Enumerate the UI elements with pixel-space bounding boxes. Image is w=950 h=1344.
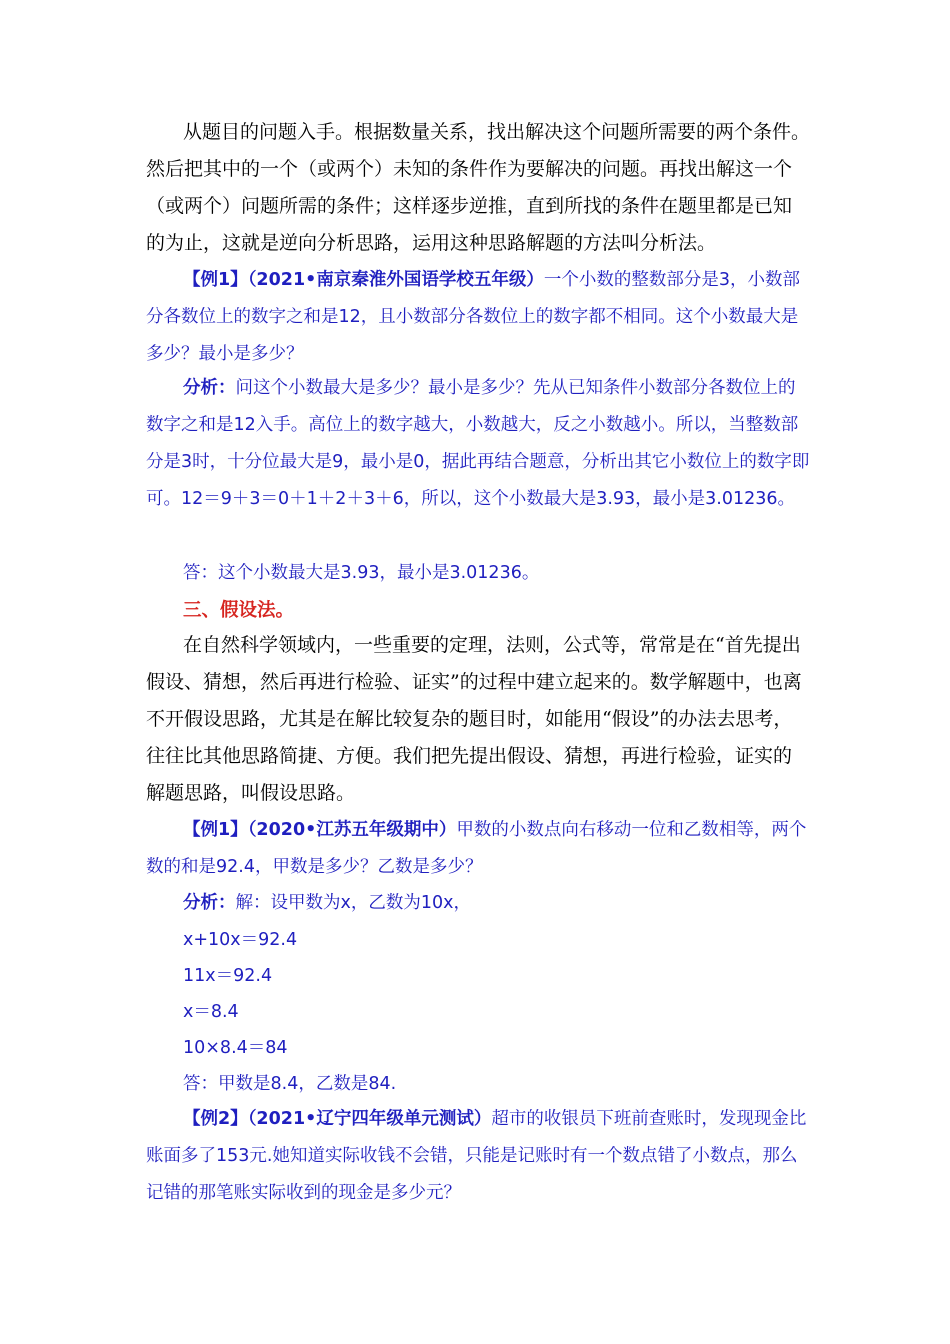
example-1b — [146, 812, 810, 886]
example-tag: 【例1】 — [183, 270, 248, 290]
example-1a — [146, 262, 810, 373]
example-question: 超市的收银员下班前查账时，发现现金比账面多了153元.她知道实际收钱不会错，只能是记账时有一个数点错了小数点，那么记错的那笔账实际收到的现金是多少元？ — [146, 1109, 807, 1203]
intro-paragraph: 从题目的问题入手。根据数量关系，找出解决这个问题所需要的两个条件。然后把其中的一个（或两个）未知的条件作为要解决的问题。再找出解这一个（或两个）问题所需的条件；这样逐步逆推，直到所找的条件在题里都是已知的为止，这就是逆向分析思路，运用这种思路解题的方法叫分析法。 — [146, 121, 811, 254]
example-tag: 【例2】 — [183, 1109, 248, 1129]
example-tag: 【例1】 — [183, 820, 248, 840]
answer-1b: 答：甲数是8.4，乙数是84. — [183, 1074, 397, 1094]
analysis-1b — [146, 885, 810, 922]
analysis-1a — [146, 370, 810, 518]
analysis-text: 解：设甲数为x，乙数为10x， — [235, 893, 471, 913]
hypothesis-paragraph: 在自然科学领域内，一些重要的定理，法则，公式等，常常是在“首先提出假设、猜想，然后再进行检验、证实”的过程中建立起来的。数学解题中，也离不开假设思路，尤其是在解比较复杂的题目时，如能用“假设”的办法去思考，往往比其他思路简捷、方便。我们把先提出假设、猜想，再进行检验，证实的解题思路，叫假设思路。 — [146, 634, 802, 804]
analysis-label: 分析： — [183, 378, 236, 398]
example-2 — [146, 1101, 810, 1212]
analysis-text: 问这个小数最大是多少？最小是多少？先从已知条件小数部分各数位上的数字之和是12入手。高位上的数字越大，小数越大，反之小数越小。所以，当整数部分是3时，十分位最大是9，最小是0，据此再结合题意，分析出其它小数位上的数字即可。12＝9＋3＝0＋1＋2＋3＋6，所以，这个小数最大是3.93，最小是3.01236。 — [146, 378, 810, 509]
example-source: （2021•南京秦淮外国语学校五年级） — [247, 270, 544, 290]
example-question: 一个小数的整数部分是3，小数部分各数位上的数字之和是12，且小数部分各数位上的数字都不相同。这个小数最大是多少？最小是多少？ — [146, 270, 800, 364]
section-heading: 三、假设法。 — [183, 600, 295, 621]
equation-step: 10×8.4＝84 — [183, 1038, 288, 1058]
equation-step: x+10x＝92.4 — [183, 930, 298, 950]
example-source: （2020•江苏五年级期中） — [247, 820, 457, 840]
example-question: 甲数的小数点向右移动一位和乙数相等，两个数的和是92.4，甲数是多少？乙数是多少？ — [146, 820, 807, 877]
example-source: （2021•辽宁四年级单元测试） — [247, 1109, 492, 1129]
answer-1a: 答：这个小数最大是3.93，最小是3.01236。 — [183, 563, 540, 583]
analysis-label: 分析： — [183, 893, 236, 913]
equation-step: 11x＝92.4 — [183, 966, 273, 986]
equation-step: x＝8.4 — [183, 1002, 239, 1022]
